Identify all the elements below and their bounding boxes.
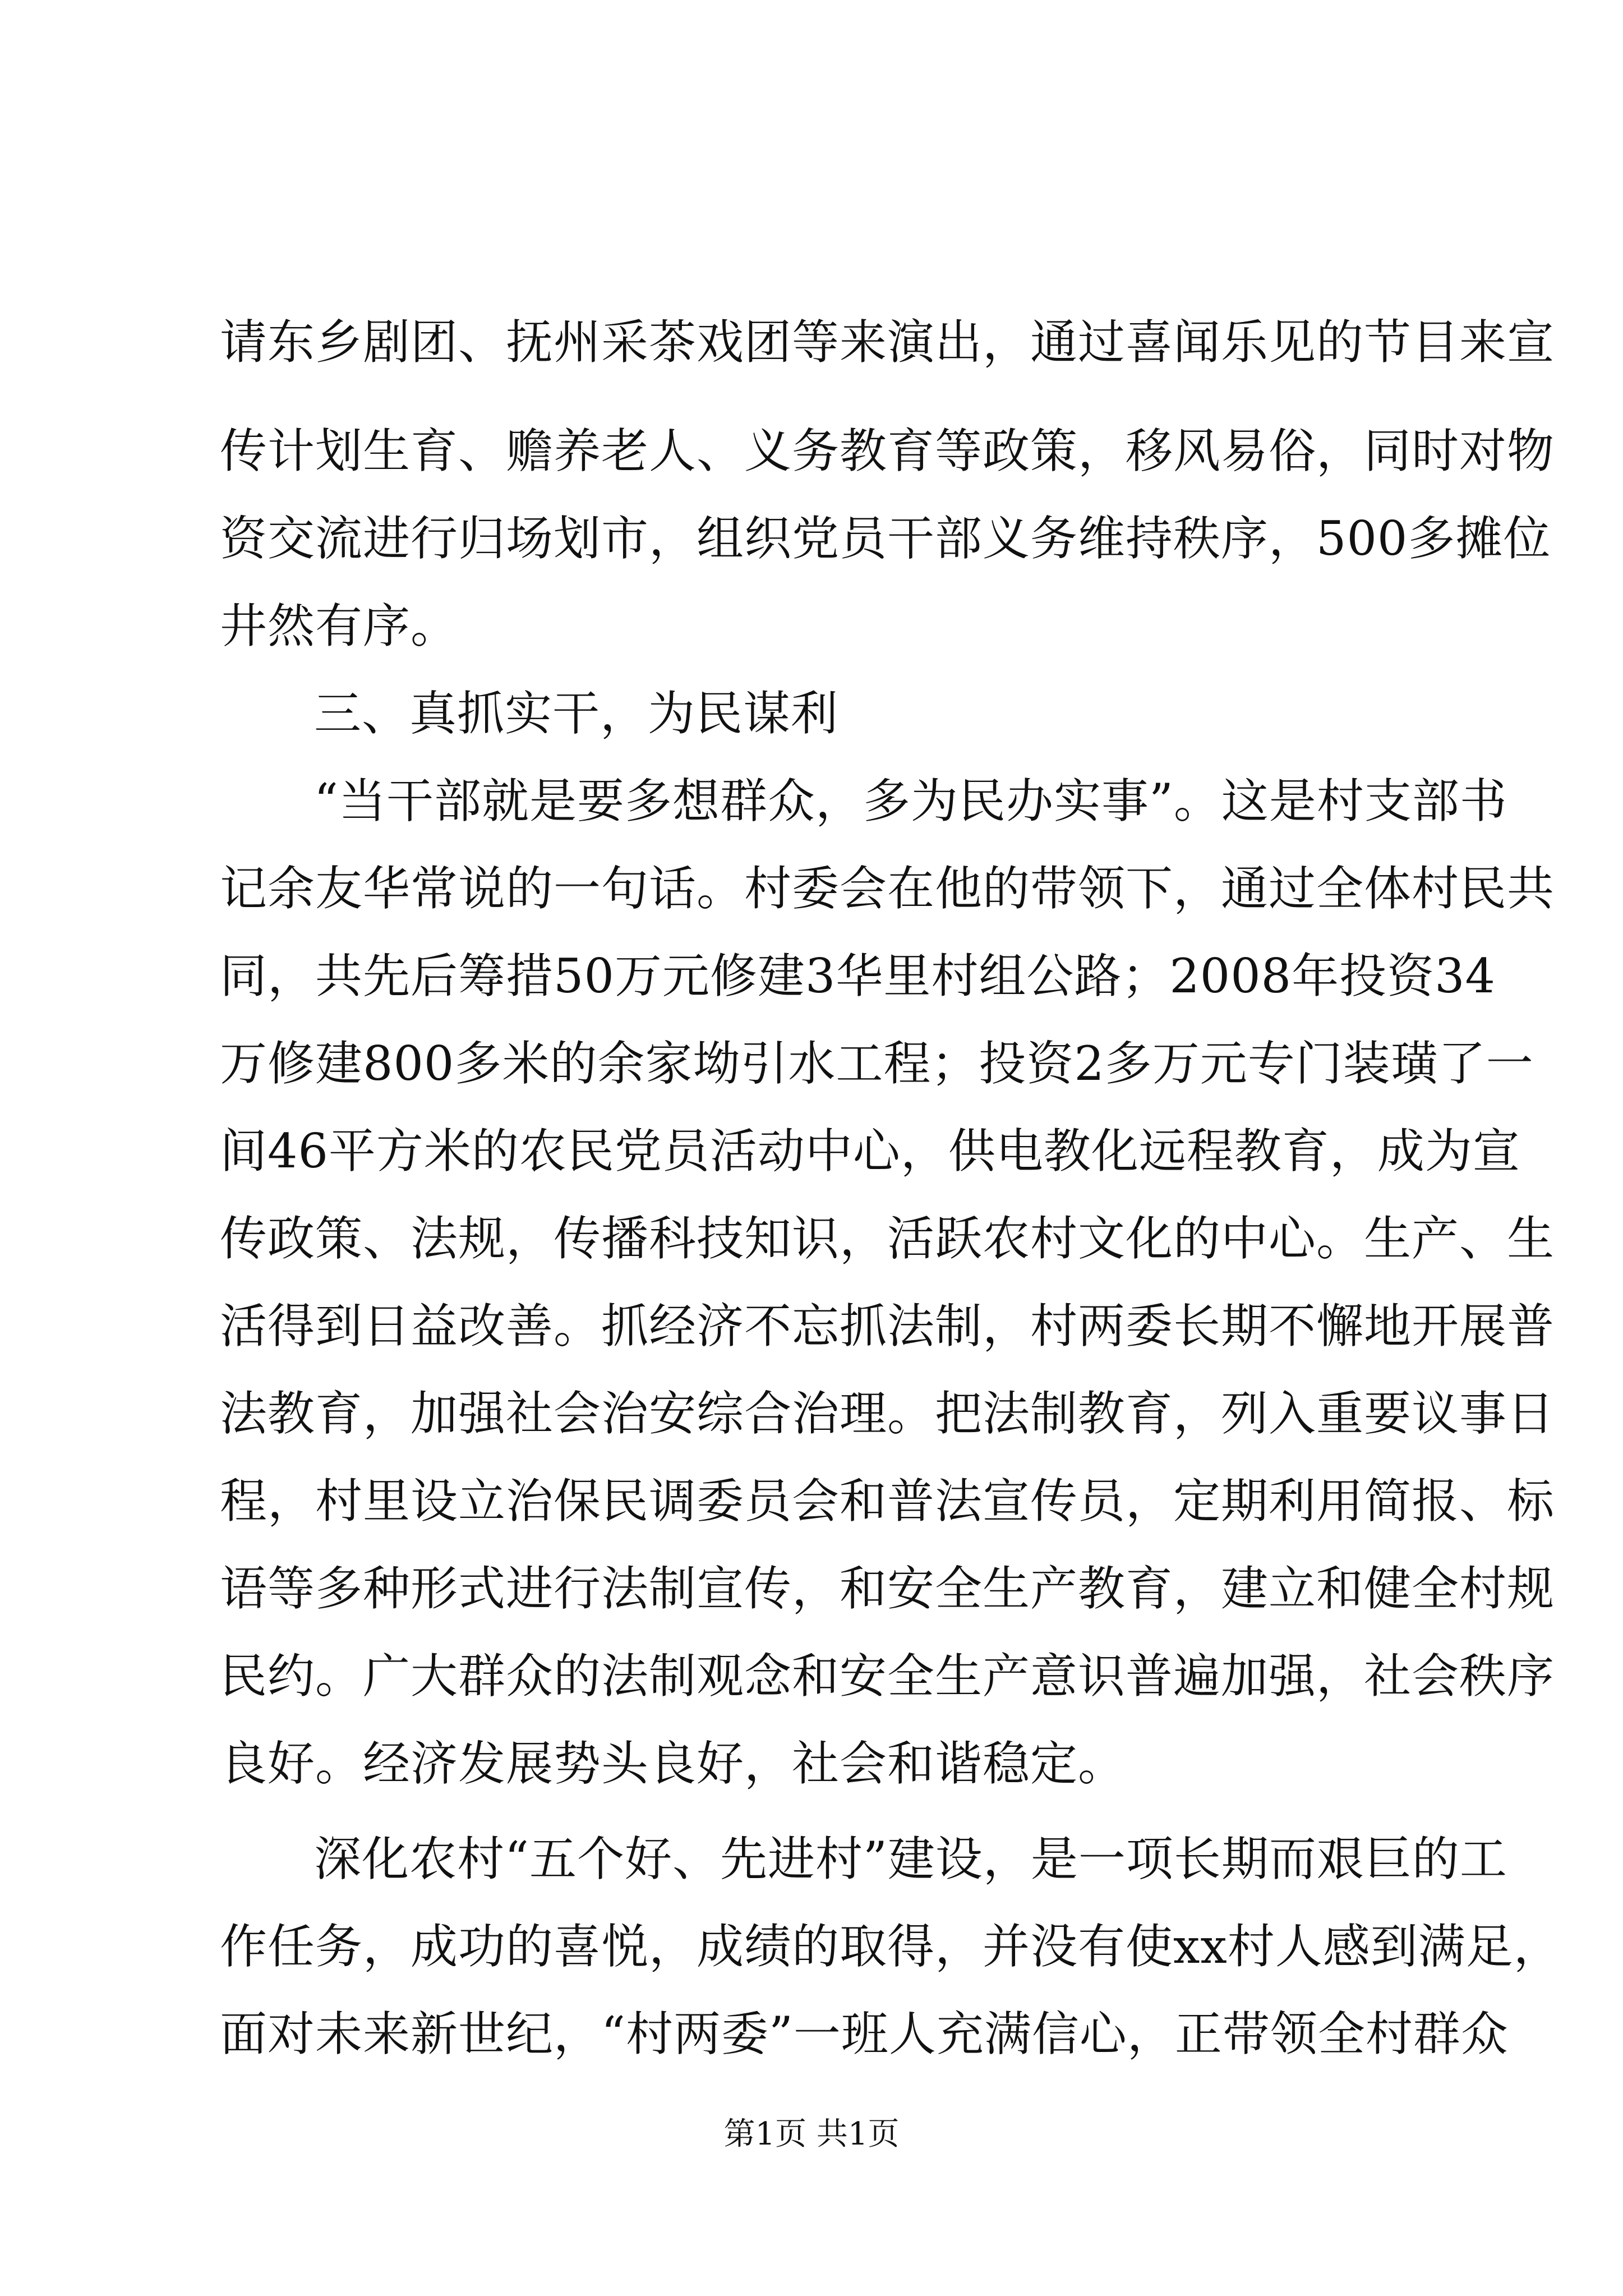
text-line: 民约。广大群众的法制观念和安全生产意识普遍加强，社会秩序	[220, 1649, 1555, 1704]
text-line: 法教育，加强社会治安综合治理。把法制教育，列入重要议事日	[220, 1386, 1555, 1441]
text-line: 记余友华常说的一句话。村委会在他的带领下，通过全体村民共	[220, 861, 1555, 916]
section-heading: 三、真抓实干，为民谋利	[314, 686, 839, 741]
text-line: 传政策、法规，传播科技知识，活跃农村文化的中心。生产、生	[220, 1211, 1555, 1266]
text-line: 间46平方米的农民党员活动中心，供电教化远程教育，成为宣	[220, 1124, 1520, 1179]
text-line: 资交流进行归场划市，组织党员干部义务维持秩序，500多摊位	[220, 511, 1551, 566]
text-line: 深化农村“五个好、先进村”建设，是一项长期而艰巨的工	[314, 1832, 1507, 1887]
text-line: 井然有序。	[220, 599, 459, 654]
text-line: 万修建800多米的余家坳引水工程；投资2多万元专门装璜了一	[220, 1036, 1534, 1091]
text-line: 语等多种形式进行法制宣传，和安全生产教育，建立和健全村规	[220, 1561, 1555, 1616]
text-line: 同，共先后筹措50万元修建3华里村组公路；2008年投资34	[220, 949, 1496, 1004]
text-line: 良好。经济发展势头良好，社会和谐稳定。	[220, 1736, 1126, 1791]
text-line: “当干部就是要多想群众，多为民办实事”。这是村支部书	[314, 774, 1507, 829]
text-line: 作任务，成功的喜悦，成绩的取得，并没有使xx村人感到满足，	[220, 1919, 1561, 1974]
text-line: 活得到日益改善。抓经济不忘抓法制，村两委长期不懈地开展普	[220, 1299, 1555, 1354]
text-line: 面对未来新世纪，“村两委”一班人充满信心，正带领全村群众	[220, 2007, 1509, 2062]
text-line: 传计划生育、赡养老人、义务教育等政策，移风易俗，同时对物	[220, 424, 1555, 478]
text-line: 请东乡剧团、抚州采茶戏团等来演出，通过喜闻乐见的节目来宣	[220, 315, 1555, 370]
text-line: 程，村里设立治保民调委员会和普法宣传员，定期利用简报、标	[220, 1474, 1555, 1529]
page-footer: 第1页 共1页	[723, 2116, 900, 2152]
